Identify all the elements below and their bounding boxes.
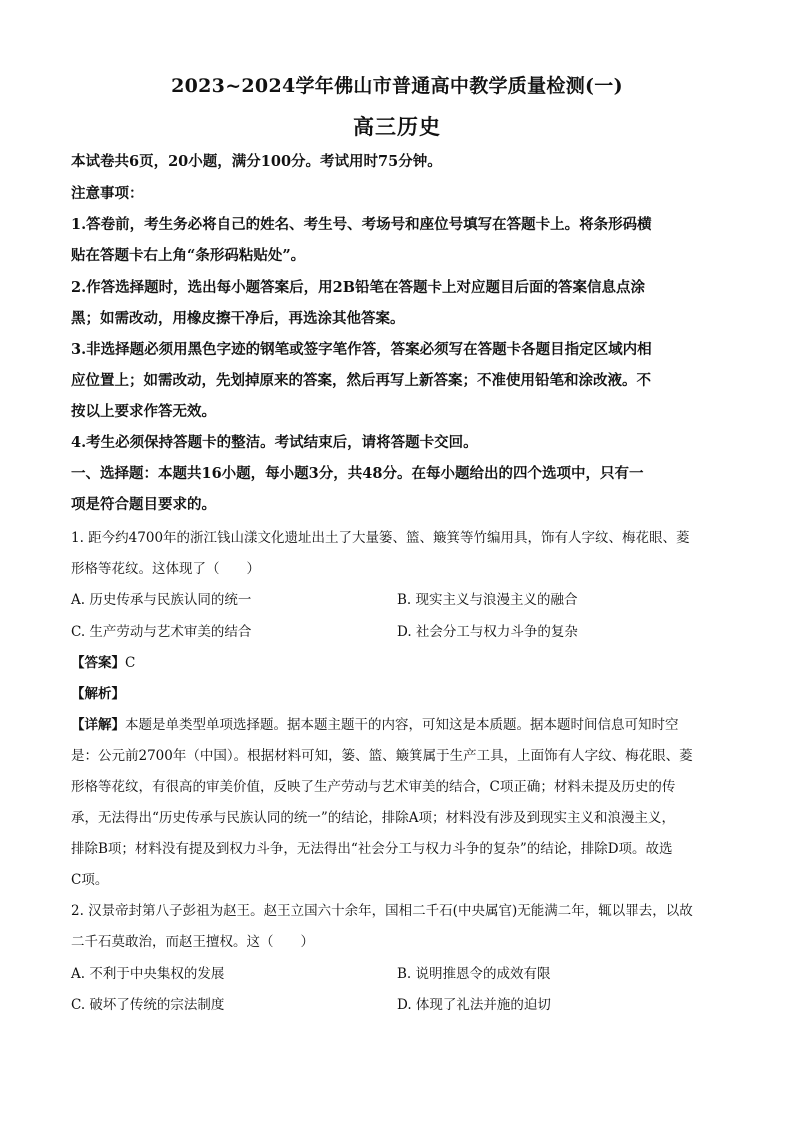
detail-text: 本题是单类型单项选择题。据本题主题干的内容，可知这是本质题。据本题时间信息可知时空: [125, 717, 679, 733]
option-c: C. 生产劳动与艺术审美的结合: [71, 624, 252, 640]
question-stem: 2. 汉景帝封第八子彭祖为赵王。赵王立国六十余年，国相二千石(中央属官)无能满二年，辄以罪去，以故: [71, 903, 693, 919]
detail-tag: 【详解】: [71, 717, 125, 733]
answer-row: [71, 651, 721, 671]
detail-line: [71, 713, 721, 733]
exam-intro: 本试卷共6页，20小题，满分100分。考试用时75分钟。: [71, 153, 442, 170]
question-stem: 二千石莫敢治，而赵王擅权。这（ ）: [71, 934, 314, 950]
detail-line: 排除B项；材料没有提及到权力斗争，无法得出“社会分工与权力斗争的复杂”的结论，排除D项。故选: [71, 841, 673, 857]
detail-line: 是：公元前2700年（中国）。根据材料可知，篓、篮、簸箕属于生产工具，上面饰有人字纹、梅花眼、菱: [71, 748, 693, 764]
notice-line: 4.考生必须保持答题卡的整洁。考试结束后，请将答题卡交回。: [71, 434, 478, 451]
notice-heading: 注意事项：: [71, 185, 144, 202]
notice-line: 黑；如需改动，用橡皮擦干净后，再选涂其他答案。: [71, 310, 405, 327]
notice-line: 1.答卷前，考生务必将自己的姓名、考生号、考场号和座位号填写在答题卡上。将条形码横: [71, 216, 652, 233]
notice-line: 3.非选择题必须用黑色字迹的钢笔或签字笔作答，答案必须写在答题卡各题目指定区域内相: [71, 341, 652, 358]
option-a: A. 历史传承与民族认同的统一: [71, 592, 252, 608]
analysis-row: [71, 682, 721, 702]
option-b: B. 现实主义与浪漫主义的融合: [397, 592, 578, 608]
notice-line: 应位置上；如需改动，先划掉原来的答案，然后再写上新答案；不准使用铅笔和涂改液。不: [71, 372, 651, 389]
option-c: C. 破坏了传统的宗法制度: [71, 997, 225, 1013]
option-d: D. 体现了礼法并施的迫切: [397, 997, 551, 1013]
option-b: B. 说明推恩令的成效有限: [397, 966, 551, 982]
answer-value: C: [125, 655, 136, 671]
option-d: D. 社会分工与权力斗争的复杂: [397, 624, 578, 640]
notice-line: 贴在答题卡右上角“条形码粘贴处”。: [71, 247, 306, 264]
question-stem: 1. 距今约4700年的浙江钱山漾文化遗址出土了大量篓、篮、簸箕等竹编用具，饰有人字纹、梅花眼、菱: [71, 530, 690, 546]
section-heading: 项是符合题目要求的。: [71, 496, 216, 513]
section-heading: 一、选择题：本题共16小题，每小题3分，共48分。在每小题给出的四个选项中，只有一: [71, 465, 644, 482]
analysis-tag: 【解析】: [71, 686, 125, 702]
page-subtitle: 高三历史: [353, 114, 441, 139]
detail-line: 形格等花纹，有很高的审美价值，反映了生产劳动与艺术审美的结合，C项正确；材料未提及历史的传: [71, 779, 676, 795]
option-a: A. 不利于中央集权的发展: [71, 966, 225, 982]
question-stem: 形格等花纹。这体现了（ ）: [71, 561, 260, 577]
page-title: 2023~2024学年佛山市普通高中教学质量检测(一): [171, 75, 623, 97]
notice-line: 按以上要求作答无效。: [71, 403, 216, 420]
notice-line: 2.作答选择题时，选出每小题答案后，用2B铅笔在答题卡上对应题目后面的答案信息点涂: [71, 279, 645, 296]
detail-line: 承，无法得出“历史传承与民族认同的统一”的结论，排除A项；材料没有涉及到现实主义和浪漫主义，: [71, 810, 676, 826]
answer-tag: 【答案】: [71, 655, 125, 671]
detail-line: C项。: [71, 872, 109, 888]
